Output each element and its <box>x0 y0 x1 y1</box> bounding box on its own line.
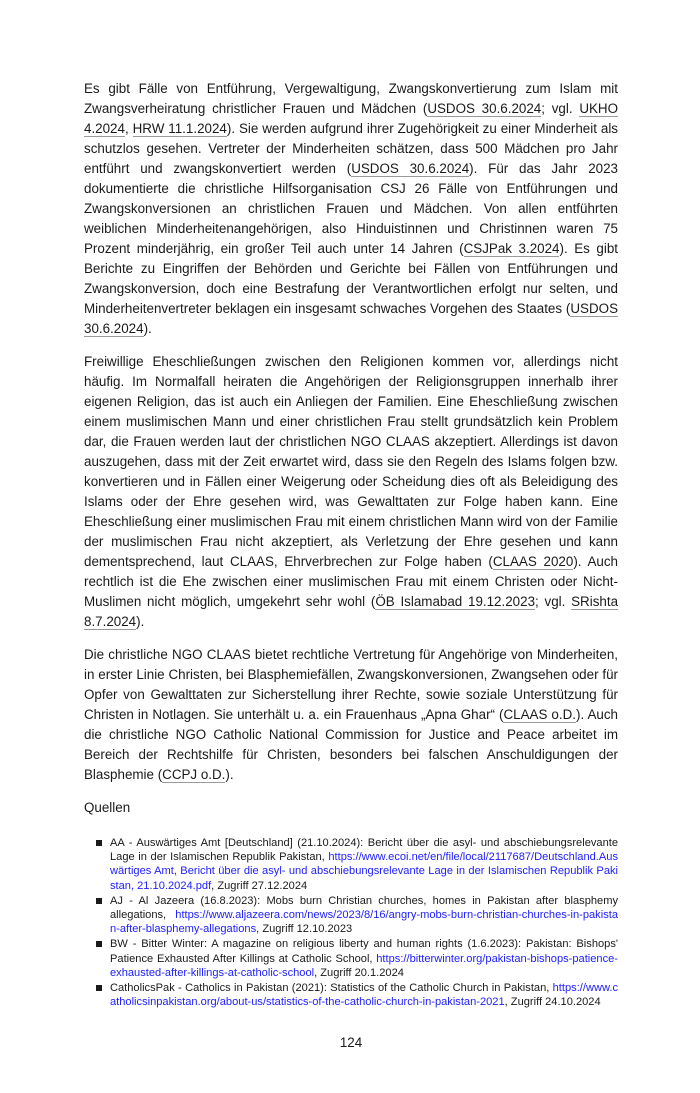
paragraph-text: ; vgl. <box>541 101 580 116</box>
paragraph <box>84 79 618 339</box>
source-text: BW - Bitter Winter: A magazine on religious liberty and human rights (1.6.2023): Pakistan: Bishops' Patience Exhausted After Killings at Catholic School, <box>110 938 618 965</box>
source-access-date: , Zugriff 12.10.2023 <box>256 923 353 936</box>
document-body <box>84 0 618 1093</box>
paragraph-text: ). Für das Jahr 2023 dokumentierte die christliche Hilfsorganisation CSJ 26 Fälle von Entführungen und Zwangskonversionen an christlichen Frauen und Mädchen. Von allen entführten weiblichen Minderheitenangehörigen, also Hinduistinnen und Christinnen waren 75 Prozent minderjährig, ein großer Teil auch unter 14 Jahren ( <box>84 161 618 256</box>
bullet-icon <box>96 840 102 846</box>
paragraph <box>84 352 618 632</box>
paragraph-text: ). <box>136 614 145 629</box>
paragraph-text: Freiwillige Eheschließungen zwischen den Religionen kommen vor, allerdings nicht häufig. Im Normalfall heiraten die Angehörigen der Religionsgruppen innerhalb ihrer eigenen Religion, das ist auch ein Anliegen der Familien. Eine Eheschließung zwischen einem muslimischen Mann und einer christlichen Frau stellt grundsätzlich kein Problem dar, die Frauen werden laut der christlichen NGO CLAAS akzeptiert. Allerdings ist davon auszugehen, dass mit der Zeit erwartet wird, dass sie den Regeln des Islams folgen bzw. konvertieren und in Fällen einer Weigerung oder Scheidung dies oft als Beleidigung des Islams oder der Ehre gesehen wird, was Gewalttaten zur Folge haben kann. Eine Eheschließung einer muslimischen Frau mit einem christlichen Mann wird von der Familie der muslimischen Frau nicht akzeptiert, als Verletzung der Ehre gesehen und kann dementsprechend, laut CLAAS, Ehrverbrechen zur Folge haben ( <box>84 354 618 569</box>
sources-heading: Quellen <box>84 800 131 815</box>
paragraph <box>84 645 618 785</box>
citation-link[interactable]: SRishta 8.7.2024 <box>84 594 619 629</box>
paragraph-text: ). <box>143 321 152 336</box>
source-url-link[interactable]: https://bitterwinter.org/pakistan-bishops-patience-exhausted-after-killings-at-catholic-school <box>110 952 618 979</box>
citation-link[interactable]: CLAAS o.D. <box>503 707 576 722</box>
source-item <box>96 894 618 937</box>
citation-link[interactable]: USDOS 30.6.2024 <box>351 161 470 176</box>
source-url-link[interactable]: https://www.catholicsinpakistan.org/about-us/statistics-of-the-catholic-church-in-pakistan-2021 <box>110 982 618 1009</box>
citation-link[interactable]: CSJPak 3.2024 <box>463 241 560 256</box>
source-url-link[interactable]: https://www.ecoi.net/en/file/local/2117687/Deutschland.Auswärtiges Amt, Bericht über die asyl- und abschiebungsrelevante Lage in der Islamischen Republik Pakistan, 21.10.2024.pdf <box>110 851 618 892</box>
paragraph-text: , <box>124 121 133 136</box>
citation-link[interactable]: USDOS 30.6.2024 <box>427 101 542 116</box>
paragraph-text: ). <box>225 767 234 782</box>
source-access-date: , Zugriff 27.12.2024 <box>211 879 308 892</box>
source-item <box>96 981 618 1009</box>
paragraph-text: ). Auch die christliche NGO Catholic National Commission for Justice and Peace arbeitet im Bereich der Rechtshilfe für Christen, besonders bei falschen Anschuldigungen der Blasphemie ( <box>84 707 618 782</box>
source-item <box>96 937 618 980</box>
page-number: 124 <box>339 1035 363 1051</box>
citation-link[interactable]: USDOS 30.6.2024 <box>84 301 618 336</box>
source-item <box>96 836 618 893</box>
main-text <box>84 79 618 785</box>
citation-link[interactable]: ÖB Islamabad 19.12.2023 <box>375 594 536 609</box>
source-access-date: , Zugriff 24.10.2024 <box>504 996 601 1009</box>
bullet-icon <box>96 898 102 904</box>
source-access-date: , Zugriff 20.1.2024 <box>314 966 404 979</box>
bullet-icon <box>96 985 102 991</box>
paragraph-text: ). Es gibt Berichte zu Eingriffen der Behörden und Gerichte bei Fällen von Entführungen und Zwangskonversion, doch eine Bestrafung der Verantwortlichen erfolgt nur selten, und Minderheitenvertreter beklagen ein insgesamt schwaches Vorgehen des Staates ( <box>84 241 618 316</box>
citation-link[interactable]: UKHO 4.2024 <box>84 101 619 136</box>
paragraph-text: ). Sie werden aufgrund ihrer Zugehörigkeit zu einer Minderheit als schutzlos gesehen. Vertreter der Minderheiten schätzen, dass 500 Mädchen pro Jahr entführt und zwangskonvertiert werden ( <box>84 121 618 176</box>
paragraph-text: Die christliche NGO CLAAS bietet rechtliche Vertretung für Angehörige von Minderheiten, in erster Linie Christen, bei Blasphemiefällen, Zwangskonversionen, Zwangsehen oder für Opfer von Gewalttaten zur Sicherstellung ihrer Rechte, sowie soziale Unterstützung für Christen in Notlagen. Sie unterhält u. a. ein Frauenhaus „Apna Ghar“ ( <box>84 647 618 722</box>
sources-list <box>84 836 618 1009</box>
citation-link[interactable]: CCPJ o.D. <box>162 767 226 782</box>
source-text: CatholicsPak - Catholics in Pakistan (2021): Statistics of the Catholic Church in Pakistan, <box>110 982 553 995</box>
source-text: AA - Auswärtiges Amt [Deutschland] (21.10.2024): Bericht über die asyl- und abschiebungsrelevante Lage in der Islamischen Republik Pakistan, <box>110 837 618 864</box>
citation-link[interactable]: CLAAS 2020 <box>492 554 574 569</box>
citation-link[interactable]: HRW 11.1.2024 <box>132 121 227 136</box>
bullet-icon <box>96 941 102 947</box>
paragraph-text: Es gibt Fälle von Entführung, Vergewaltigung, Zwangskonvertierung zum Islam mit Zwangsverheiratung christlicher Frauen und Mädchen ( <box>84 81 618 116</box>
source-text: AJ - Al Jazeera (16.8.2023): Mobs burn Christian churches, homes in Pakistan after blasphemy allegations, <box>110 894 618 922</box>
paragraph-text: ; vgl. <box>535 594 572 609</box>
source-url-link[interactable]: https://www.aljazeera.com/news/2023/8/16/angry-mobs-burn-christian-churches-in-pakistan-after-blasphemy-allegations <box>110 909 618 936</box>
paragraph-text: ). Auch rechtlich ist die Ehe zwischen einer muslimischen Frau mit einem Christen oder Nicht-Muslimen nicht möglich, umgekehrt sehr wohl ( <box>84 554 619 609</box>
